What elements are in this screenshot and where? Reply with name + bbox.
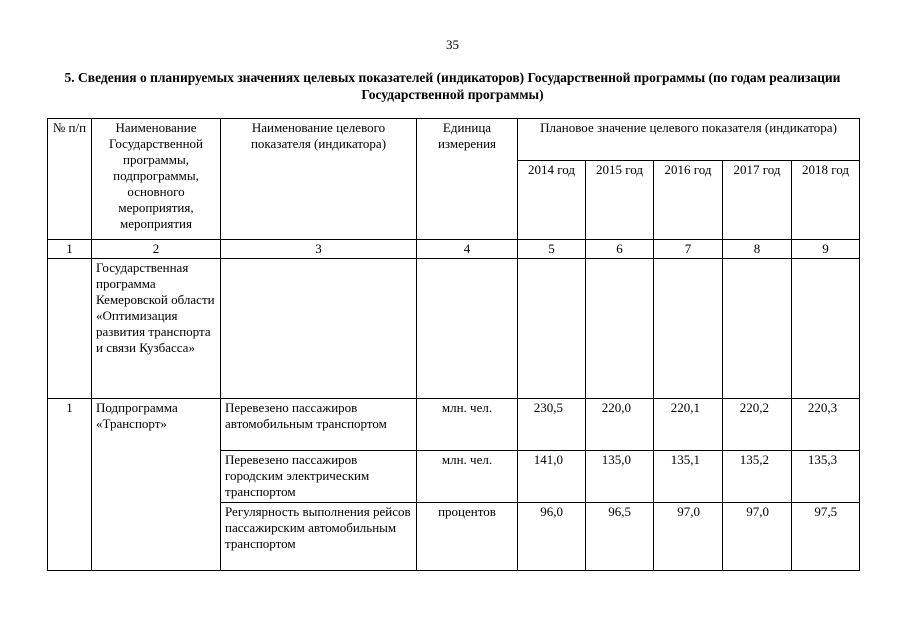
column-number: 9	[792, 240, 860, 259]
header-num: № п/п	[48, 119, 92, 240]
column-number: 6	[586, 240, 654, 259]
indicator-unit: процентов	[417, 503, 518, 571]
indicator-unit: млн. чел.	[417, 399, 518, 451]
indicator-value: 96,0	[518, 503, 586, 571]
indicators-table	[47, 118, 860, 571]
indicator-value: 220,1	[654, 399, 723, 451]
header-indicator-name: Наименование целевого показателя (индикатора)	[221, 119, 417, 240]
empty-cell	[221, 259, 417, 399]
column-number-row	[48, 240, 860, 259]
column-number: 8	[723, 240, 792, 259]
empty-cell	[792, 259, 860, 399]
subprogram-num: 1	[48, 399, 92, 571]
header-year: 2017 год	[723, 161, 792, 240]
indicator-value: 220,0	[586, 399, 654, 451]
column-number: 3	[221, 240, 417, 259]
header-year: 2016 год	[654, 161, 723, 240]
column-number: 7	[654, 240, 723, 259]
empty-cell	[654, 259, 723, 399]
program-row	[48, 259, 860, 399]
header-program-name: Наименование Государственной программы, подпрограммы, основного мероприятия, мероприятия	[92, 119, 221, 240]
column-number: 5	[518, 240, 586, 259]
indicator-value: 96,5	[586, 503, 654, 571]
indicator-value: 141,0	[518, 451, 586, 503]
indicator-value: 220,3	[792, 399, 860, 451]
indicator-value: 135,0	[586, 451, 654, 503]
indicator-value: 220,2	[723, 399, 792, 451]
indicator-value: 230,5	[518, 399, 586, 451]
header-year: 2015 год	[586, 161, 654, 240]
empty-cell	[417, 259, 518, 399]
empty-cell	[723, 259, 792, 399]
indicator-row	[48, 399, 860, 451]
indicator-value: 97,5	[792, 503, 860, 571]
empty-cell	[586, 259, 654, 399]
indicator-value: 97,0	[723, 503, 792, 571]
indicator-value: 97,0	[654, 503, 723, 571]
header-planned-value: Плановое значение целевого показателя (индикатора)	[518, 119, 860, 161]
page-number: 35	[446, 37, 459, 52]
header-year: 2014 год	[518, 161, 586, 240]
column-number: 1	[48, 240, 92, 259]
indicator-name: Перевезено пассажиров автомобильным транспортом	[221, 399, 417, 451]
program-name: Государственная программа Кемеровской области «Оптимизация развития транспорта и связи Кузбасса»	[92, 259, 221, 399]
program-num	[48, 259, 92, 399]
section-heading: 5. Сведения о планируемых значениях целевых показателей (индикаторов) Государственной программы (по годам реализации Государственной программы)	[64, 70, 841, 102]
indicator-value: 135,2	[723, 451, 792, 503]
indicator-value: 135,3	[792, 451, 860, 503]
column-number: 2	[92, 240, 221, 259]
header-unit: Единица измерения	[417, 119, 518, 240]
indicator-value: 135,1	[654, 451, 723, 503]
indicator-name: Перевезено пассажиров городским электрическим транспортом	[221, 451, 417, 503]
header-year: 2018 год	[792, 161, 860, 240]
empty-cell	[518, 259, 586, 399]
column-number: 4	[417, 240, 518, 259]
indicator-unit: млн. чел.	[417, 451, 518, 503]
subprogram-name: Подпрограмма «Транспорт»	[92, 399, 221, 571]
indicator-name: Регулярность выполнения рейсов пассажирским автомобильным транспортом	[221, 503, 417, 571]
